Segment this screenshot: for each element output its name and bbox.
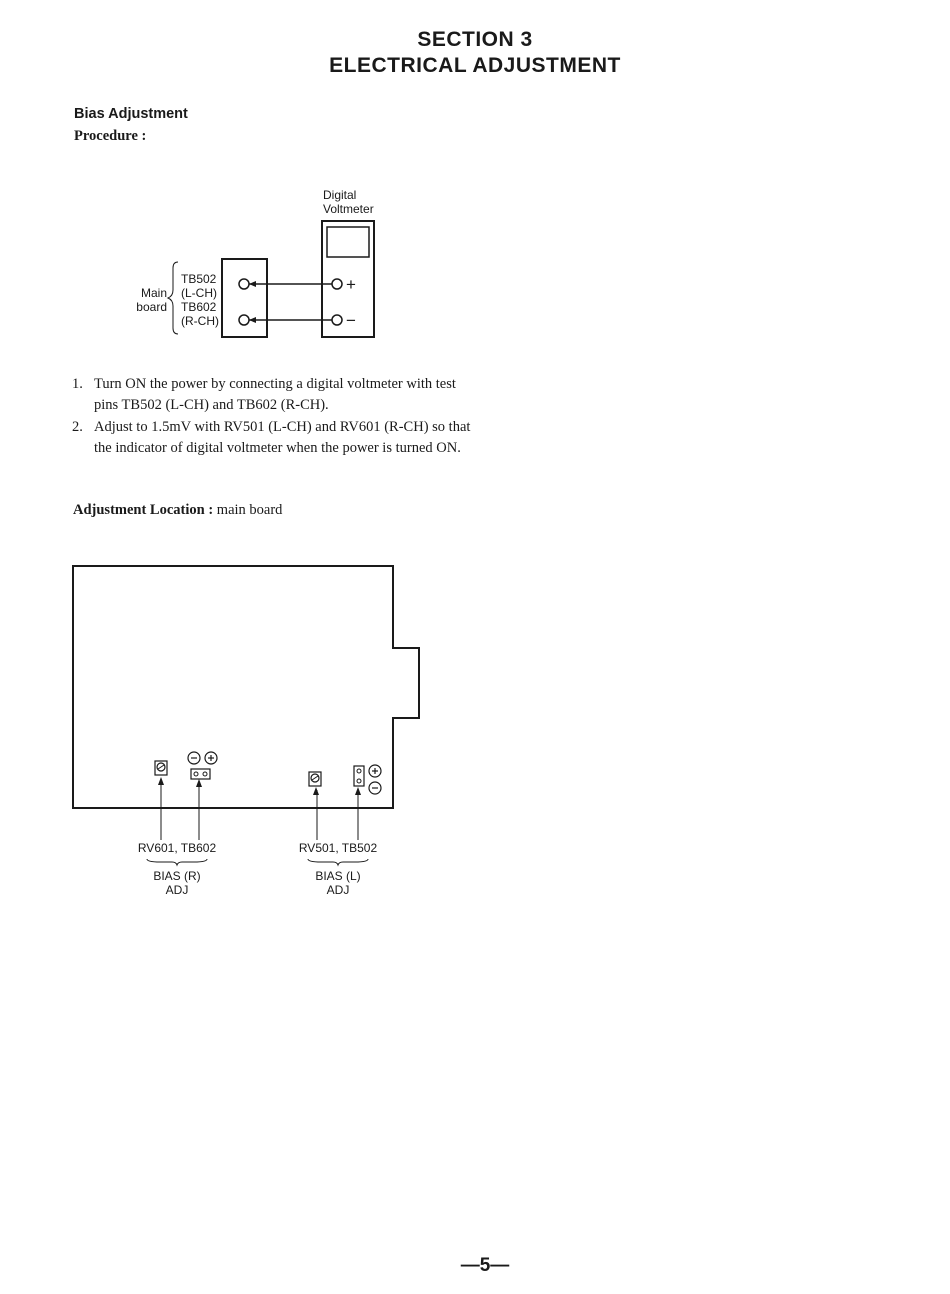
arrow-up-icon — [355, 787, 361, 795]
tb602-testpoint-icon — [188, 752, 217, 779]
right-parts-label: RV501, TB502 — [298, 841, 378, 855]
right-function-line1: BIAS (L) — [315, 869, 361, 883]
right-brace — [308, 859, 368, 865]
adjustment-location-label: Adjustment Location : — [73, 502, 214, 518]
tp2-channel: (R-CH) — [181, 314, 219, 328]
procedure-label: Procedure : — [74, 128, 147, 144]
page-number: —5— — [460, 1255, 510, 1276]
right-function-line2: ADJ — [326, 883, 350, 897]
left-parts-label: RV601, TB602 — [137, 841, 217, 855]
step-number: 2. — [72, 419, 83, 435]
arrow-up-icon — [313, 787, 319, 795]
arrow-up-icon — [158, 777, 164, 785]
board-label-board: board — [136, 300, 167, 314]
step-text: Turn ON the power by connecting a digital voltmeter with test pins TB502 (L-CH) and TB602 (R-CH). — [94, 376, 456, 413]
tp1-channel: (L-CH) — [181, 286, 217, 300]
section-title: ELECTRICAL ADJUSTMENT — [329, 54, 621, 77]
left-function-line2: ADJ — [165, 883, 189, 897]
meter-label-voltmeter: Voltmeter — [323, 202, 374, 216]
main-board-outline — [73, 566, 419, 808]
tp1-label: TB502 — [181, 272, 217, 286]
minus-sign: − — [346, 311, 356, 330]
step-text: Adjust to 1.5mV with RV501 (L-CH) and RV601 (R-CH) so that the indicator of digital voltmeter when the power is turned ON. — [94, 419, 471, 456]
tp2-label: TB602 — [181, 300, 217, 314]
section-number: SECTION 3 — [417, 28, 533, 51]
plus-sign: + — [346, 275, 356, 294]
arrow-up-icon — [196, 779, 202, 787]
meter-label-digital: Digital — [323, 188, 357, 202]
step-number: 1. — [72, 376, 83, 392]
left-function-line1: BIAS (R) — [153, 869, 201, 883]
bias-adjustment-heading: Bias Adjustment — [74, 106, 188, 122]
left-brace — [147, 859, 207, 865]
rv501-trimmer-icon — [309, 772, 321, 786]
board-label-main: Main — [140, 286, 167, 300]
adjustment-location-value: main board — [216, 502, 283, 518]
rv601-trimmer-icon — [155, 761, 167, 775]
